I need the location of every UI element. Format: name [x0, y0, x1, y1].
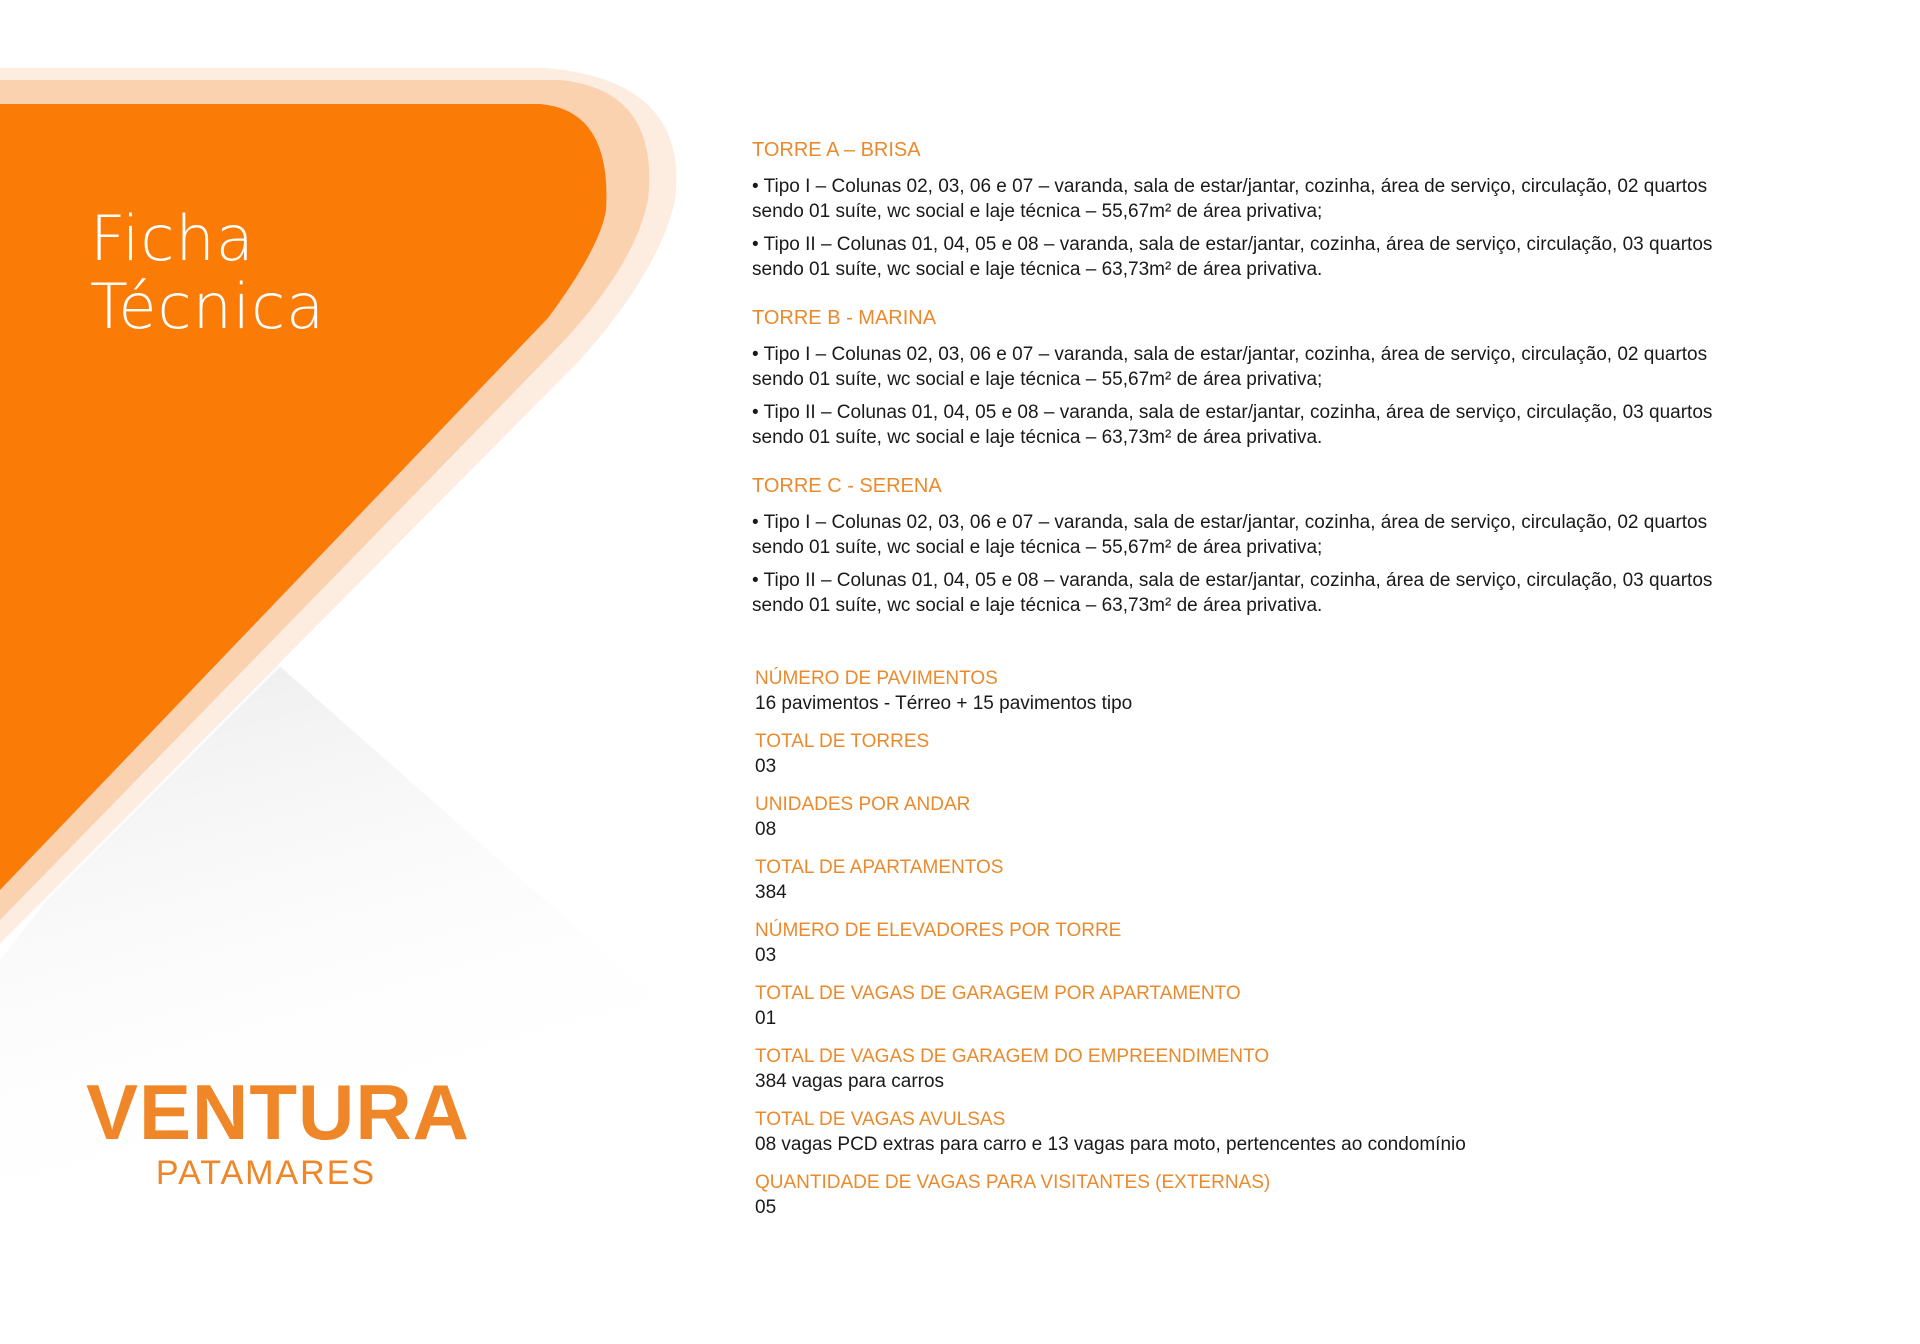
spec-value: 05 — [755, 1197, 777, 1218]
page-title-line1: Ficha — [90, 202, 255, 275]
tower-item: • Tipo I – Colunas 02, 03, 06 e 07 – varanda, sala de estar/jantar, cozinha, área de serviço, circulação, 02 quartos sendo 01 suíte, wc social e laje técnica – 55,67m² de área privativa; — [752, 344, 1708, 390]
specs-section — [755, 666, 1765, 1233]
spec-item — [755, 1044, 1765, 1094]
tower-item: • Tipo II – Colunas 01, 04, 05 e 08 – varanda, sala de estar/jantar, cozinha, área de serviço, circulação, 03 quartos sendo 01 suíte, wc social e laje técnica – 63,73m² de área privativa. — [752, 234, 1713, 280]
spec-value: 384 — [755, 882, 787, 903]
spec-label: QUANTIDADE DE VAGAS PARA VISITANTES (EXTERNAS) — [755, 1172, 1271, 1193]
spec-item — [755, 981, 1765, 1031]
page-title-line2: Técnica — [90, 270, 326, 343]
spec-label: TOTAL DE TORRES — [755, 731, 930, 752]
brand-name: VENTURA — [86, 1068, 471, 1156]
towers-section — [752, 138, 1762, 642]
spec-value: 08 — [755, 819, 777, 840]
spec-item — [755, 1107, 1765, 1157]
page-title — [90, 202, 326, 343]
spec-item — [755, 1170, 1765, 1220]
spec-label: UNIDADES POR ANDAR — [755, 794, 971, 815]
spec-value: 08 vagas PCD extras para carro e 13 vagas para moto, pertencentes ao condomínio — [755, 1134, 1466, 1155]
spec-value: 384 vagas para carros — [755, 1071, 945, 1092]
spec-label: NÚMERO DE PAVIMENTOS — [755, 668, 998, 689]
brand-logo — [86, 1068, 471, 1192]
tower-a — [752, 138, 1762, 282]
spec-item — [755, 729, 1765, 779]
tower-c — [752, 474, 1762, 618]
spec-value: 03 — [755, 756, 777, 777]
tower-title: TORRE B - MARINA — [752, 307, 937, 329]
spec-item — [755, 855, 1765, 905]
spec-label: TOTAL DE VAGAS AVULSAS — [755, 1109, 1006, 1130]
tower-item: • Tipo II – Colunas 01, 04, 05 e 08 – varanda, sala de estar/jantar, cozinha, área de serviço, circulação, 03 quartos sendo 01 suíte, wc social e laje técnica – 63,73m² de área privativa. — [752, 402, 1713, 448]
tower-b — [752, 306, 1762, 450]
tower-title: TORRE C - SERENA — [752, 475, 942, 497]
spec-label: NÚMERO DE ELEVADORES POR TORRE — [755, 920, 1122, 941]
spec-item — [755, 666, 1765, 716]
tower-item: • Tipo I – Colunas 02, 03, 06 e 07 – varanda, sala de estar/jantar, cozinha, área de serviço, circulação, 02 quartos sendo 01 suíte, wc social e laje técnica – 55,67m² de área privativa; — [752, 176, 1708, 222]
spec-label: TOTAL DE APARTAMENTOS — [755, 857, 1004, 878]
spec-value: 16 pavimentos - Térreo + 15 pavimentos tipo — [755, 693, 1133, 714]
tower-title: TORRE A – BRISA — [752, 139, 921, 161]
spec-value: 01 — [755, 1008, 777, 1029]
spec-label: TOTAL DE VAGAS DE GARAGEM POR APARTAMENTO — [755, 983, 1241, 1004]
spec-item — [755, 792, 1765, 842]
spec-label: TOTAL DE VAGAS DE GARAGEM DO EMPREENDIMENTO — [755, 1046, 1270, 1067]
tower-item: • Tipo I – Colunas 02, 03, 06 e 07 – varanda, sala de estar/jantar, cozinha, área de serviço, circulação, 02 quartos sendo 01 suíte, wc social e laje técnica – 55,67m² de área privativa; — [752, 512, 1708, 558]
brand-sub: PATAMARES — [155, 1154, 377, 1192]
tower-item: • Tipo II – Colunas 01, 04, 05 e 08 – varanda, sala de estar/jantar, cozinha, área de serviço, circulação, 03 quartos sendo 01 suíte, wc social e laje técnica – 63,73m² de área privativa. — [752, 570, 1713, 616]
spec-item — [755, 918, 1765, 968]
spec-value: 03 — [755, 945, 777, 966]
